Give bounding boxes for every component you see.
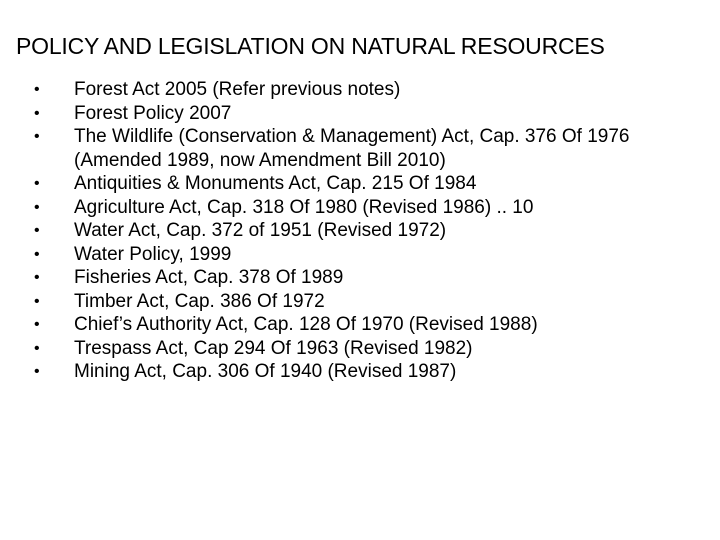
slide-title: POLICY AND LEGISLATION ON NATURAL RESOURCES (16, 33, 605, 59)
list-item-text: Chief’s Authority Act, Cap. 128 Of 1970 (Revised 1988) (74, 314, 538, 335)
list-item (30, 360, 710, 384)
bullet-icon: • (34, 316, 40, 333)
list-item-text: Trespass Act, Cap 294 Of 1963 (Revised 1982) (74, 337, 473, 359)
list-item-text: Fisheries Act, Cap. 378 Of 1989 (74, 267, 344, 288)
list-item-text: Agriculture Act, Cap. 318 Of 1980 (Revised 1986) .. 10 (74, 196, 534, 218)
list-item-text: Forest Act 2005 (Refer previous notes) (74, 79, 401, 100)
list-item (30, 196, 710, 220)
list-item-text: Antiquities & Monuments Act, Cap. 215 Of 1984 (74, 173, 477, 194)
bullet-icon: • (34, 104, 40, 122)
list-item (30, 337, 710, 361)
list-item-text: Forest Policy 2007 (74, 102, 232, 124)
list-item-text: Timber Act, Cap. 386 Of 1972 (74, 290, 325, 312)
list-item (30, 313, 710, 337)
bullet-list (30, 78, 710, 384)
list-item-text: Water Act, Cap. 372 of 1951 (Revised 1972) (74, 220, 447, 241)
list-item-text: The Wildlife (Conservation & Management) Act, Cap. 376 Of 1976 (74, 126, 630, 147)
list-item (30, 125, 710, 172)
bullet-icon: • (34, 245, 40, 263)
list-item (30, 172, 710, 196)
bullet-icon: • (34, 175, 40, 192)
list-item-text: Water Policy, 1999 (74, 243, 232, 265)
list-item-text: Mining Act, Cap. 306 Of 1940 (Revised 1987) (74, 361, 457, 382)
list-item (30, 78, 710, 102)
list-item (30, 290, 710, 314)
bullet-icon: • (34, 339, 40, 357)
list-item (30, 266, 710, 290)
bullet-icon: • (34, 198, 40, 216)
list-item (30, 219, 710, 243)
bullet-icon: • (34, 292, 40, 310)
list-item (30, 243, 710, 267)
bullet-icon: • (34, 222, 40, 239)
bullet-icon: • (34, 363, 40, 380)
list-item (30, 102, 710, 126)
bullet-icon: • (34, 128, 40, 145)
list-item-text-continued: (Amended 1989, now Amendment Bill 2010) (74, 149, 446, 171)
bullet-icon: • (34, 269, 40, 286)
bullet-icon: • (34, 81, 40, 98)
